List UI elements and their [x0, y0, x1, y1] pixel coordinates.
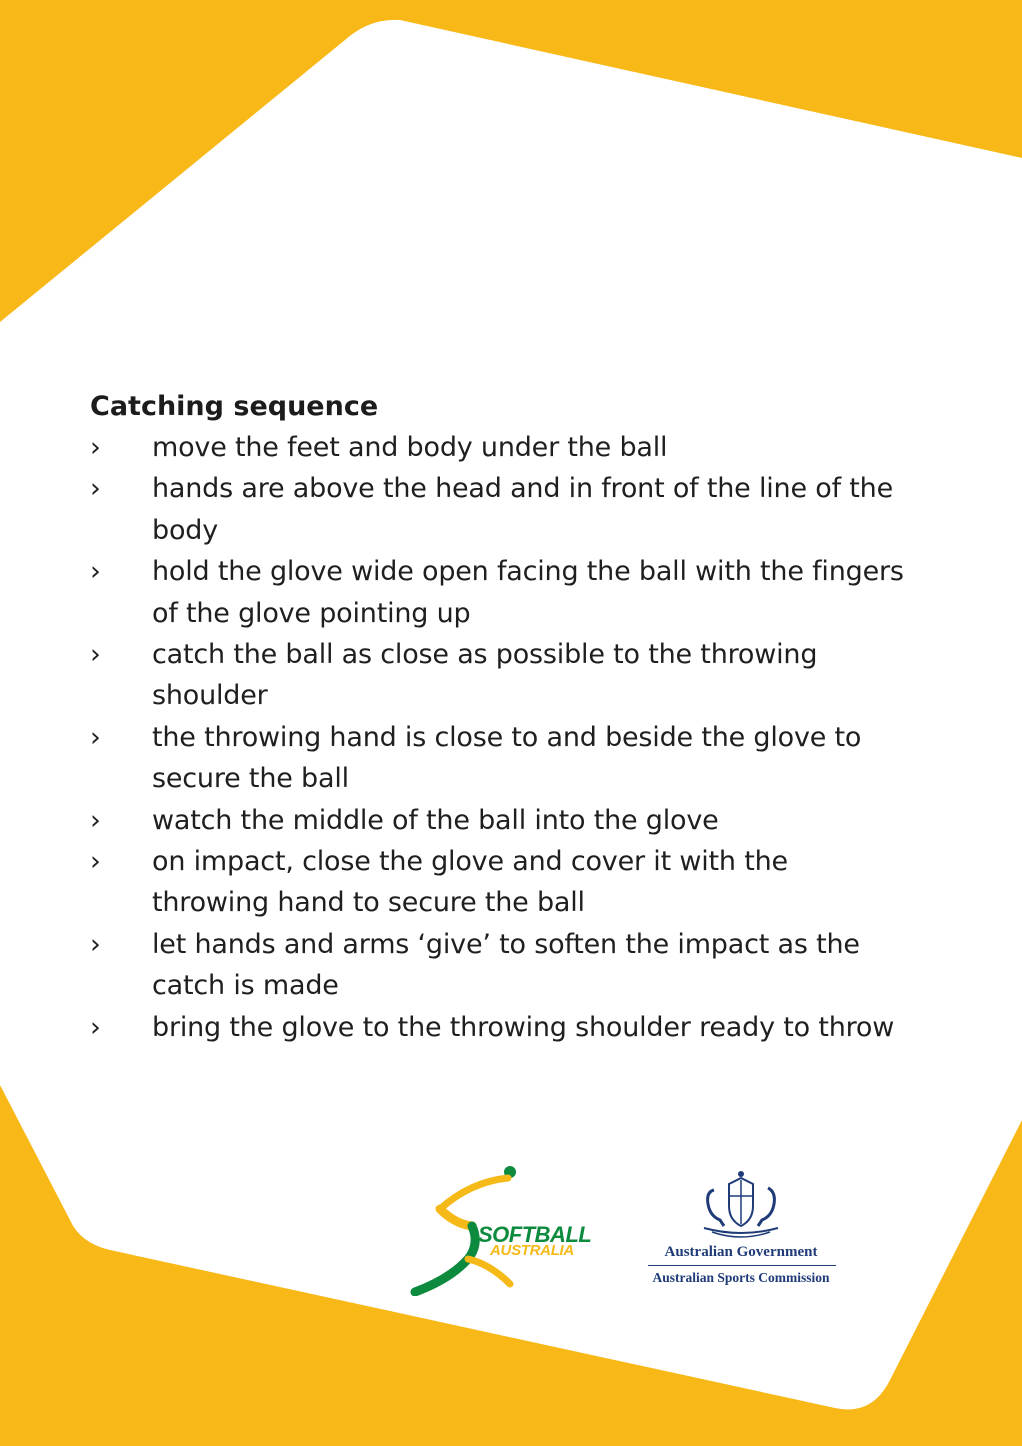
list-item [90, 800, 970, 841]
coat-of-arms-icon [636, 1170, 846, 1242]
list-item [90, 717, 970, 800]
list-item [90, 1007, 970, 1048]
list-item-text: of the glove pointing up [152, 597, 471, 629]
catching-section [90, 386, 970, 1048]
bullet-marker: › [90, 639, 101, 671]
list-item-text: catch the ball as close as possible to the throwing [152, 639, 818, 671]
list-item-text: body [152, 514, 218, 546]
bullet-marker: › [90, 721, 101, 753]
list-item-text: let hands and arms ‘give’ to soften the impact as the [152, 928, 860, 960]
softball-australia-logo [410, 1164, 595, 1296]
divider [648, 1265, 836, 1266]
bullet-marker: › [90, 846, 101, 878]
list-item-text: secure the ball [152, 763, 349, 795]
list-item-text: throwing hand to secure the ball [152, 887, 585, 919]
list-item-text: hands are above the head and in front of the line of the [152, 473, 893, 505]
list-item [90, 924, 970, 1007]
list-item [90, 468, 970, 551]
bullet-marker: › [90, 556, 101, 588]
list-item-text: catch is made [152, 970, 339, 1002]
list-item-text: on impact, close the glove and cover it with the [152, 846, 788, 878]
australia-wordmark: AUSTRALIA [490, 1242, 574, 1259]
list-item [90, 551, 970, 634]
section-heading: Catching sequence [90, 391, 379, 422]
government-name: Australian Government [664, 1244, 818, 1260]
softball-wordmark: SOFTBALL [478, 1222, 592, 1247]
bullet-marker: › [90, 928, 101, 960]
commission-name: Australian Sports Commission [652, 1270, 830, 1285]
list-item-text: watch the middle of the ball into the glove [152, 804, 719, 836]
bullet-marker: › [90, 804, 101, 836]
list-item-text: hold the glove wide open facing the ball with the fingers [152, 556, 904, 588]
list-item [90, 427, 970, 468]
list-item [90, 634, 970, 717]
bullet-marker: › [90, 432, 101, 463]
list-item [90, 841, 970, 924]
list-item-text: move the feet and body under the ball [152, 432, 668, 463]
bullet-marker: › [90, 1011, 101, 1043]
list-item-text: shoulder [152, 680, 268, 712]
steps-list [90, 427, 970, 1048]
australian-government-logo [636, 1170, 846, 1290]
list-item-text: bring the glove to the throwing shoulder ready to throw [152, 1011, 895, 1043]
bullet-marker: › [90, 473, 101, 505]
list-item-text: the throwing hand is close to and beside the glove to [152, 721, 862, 753]
